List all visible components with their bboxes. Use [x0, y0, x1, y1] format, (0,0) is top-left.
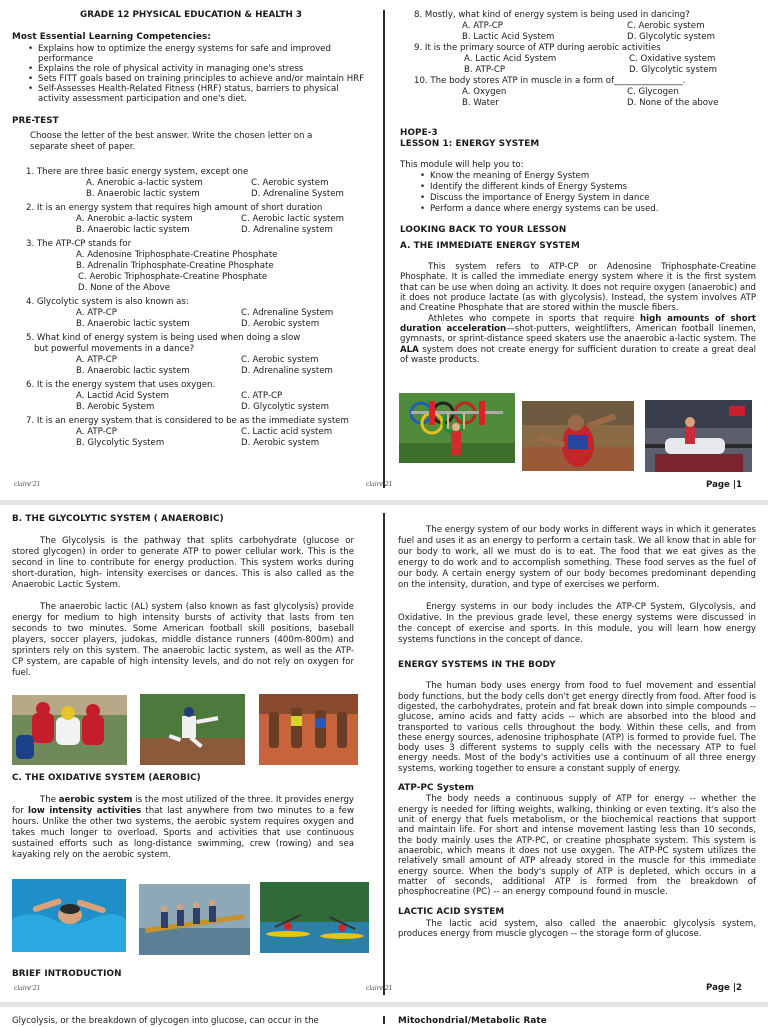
question — [26, 416, 370, 449]
page-3 — [0, 1008, 768, 1024]
choice-c: C. Adrenaline System — [241, 307, 334, 318]
football-photo — [12, 695, 127, 765]
section-b-paragraph-2: The anaerobic lactic (AL) system (also known as fast glycolysis) provide energy for medium to high intensity bursts of activity that lasts from ten seconds to two minutes. Some American football skill positions, baseball players, soccer players, judokas, middle distance runners (400m-800m) and sprinters rely on this system. The anaerobic lactic system, as well as the ATP-CP system, are capable of high intensity levels, and do not rely on oxygen for fuel. — [12, 602, 354, 679]
lesson-title: LESSON 1: ENERGY SYSTEM — [400, 139, 540, 150]
choice-c: C. Oxidative system — [629, 54, 716, 64]
section-c-paragraph: The aerobic system is the most utilized of the three. It provides energy for low intensity activities that last anywhere from two minutes to a few hours. Unlike the other two systems, the aerobic system requires oxygen and takes much longer to overload. Sports and activities that use continuous sustained efforts such as long-distance swimming, crew (rowing) and sea kayaking rely on the aerobic system. — [12, 795, 354, 861]
choice-a: A. Adenosine Triphosphate-Creatine Phosphate — [76, 249, 278, 260]
objective-item: • Discuss the importance of Energy System in dance — [418, 193, 756, 204]
choice-b: B. Adrenalin Triphosphate-Creatine Phosphate — [76, 260, 274, 271]
section-c-heading: C. THE OXIDATIVE SYSTEM (AEROBIC) — [12, 773, 201, 783]
choice-d: D. Adrenaline system — [241, 365, 333, 376]
energy-systems-heading: ENERGY SYSTEMS IN THE BODY — [398, 660, 556, 670]
objective-item: • Perform a dance where energy systems can be used. — [418, 204, 756, 215]
shotput-photo — [522, 401, 634, 471]
atppc-heading: ATP-PC System — [398, 783, 474, 794]
page3-left-text: Glycolysis, or the breakdown of glycogen into glucose, can occur in the — [12, 1016, 319, 1026]
choice-d: D. Aerobic system — [241, 437, 320, 448]
choice-b: B. Glycolytic System — [76, 437, 165, 448]
choice-c: C. Aerobic system — [241, 354, 319, 365]
choice-d: D. None of the above — [627, 98, 719, 108]
choice-a: A. Lactid Acid System — [76, 390, 169, 401]
section-a-heading: A. THE IMMEDIATE ENERGY SYSTEM — [400, 240, 580, 251]
page-2 — [0, 505, 768, 1002]
page2-right-column — [398, 525, 756, 939]
footer-signature: claire'21 — [14, 985, 41, 992]
lactic-acid-paragraph: The lactic acid system, also called the anaerobic glycolysis system, produces energy from muscle glycogen -- the storage form of glucose. — [398, 918, 756, 939]
choice-b: B. ATP-CP — [464, 65, 506, 75]
pretest-heading: PRE-TEST — [12, 116, 59, 127]
question — [414, 76, 756, 109]
swimmer-photo — [12, 879, 126, 952]
choice-d: D. Glycolytic system — [629, 65, 717, 75]
choice-c: C. Lactic acid system — [241, 426, 333, 437]
choice-c: C. Aerobic Triphosphate-Creatine Phosphate — [78, 271, 268, 282]
question-text: 5. What kind of energy system is being used when doing a slow — [26, 332, 301, 343]
choice-c: C. Aerobic system — [251, 177, 329, 188]
choice-a: A. ATP-CP — [76, 426, 117, 437]
document-title: GRADE 12 PHYSICAL EDUCATION & HEALTH 3 — [79, 10, 303, 20]
section-b-heading: B. THE GLYCOLYTIC SYSTEM ( ANAEROBIC) — [12, 514, 224, 524]
page-number: Page |2 — [706, 983, 742, 993]
choice-d: D. Glycolytic system — [627, 32, 715, 42]
question — [26, 333, 370, 377]
question-text: 9. It is the primary source of ATP during aerobic activities — [414, 43, 661, 53]
question — [26, 203, 370, 236]
melc-heading: Most Essential Learning Competencies: — [12, 32, 212, 43]
pretest-questions — [12, 167, 370, 449]
intro-paragraph: The energy system of our body works in different ways in which it generates fuel and uses it as an energy to perform a certain task. We all know that in able for our body to work, all we must do is to eat. The food that we eat gives as the energy to do work and to accomplish something. These food serves as the fuel of our body. A certain energy system of our body becomes predominant depending on the intensity, duration, and type of exercises we perform. — [398, 525, 756, 590]
pretest-questions-cont — [400, 10, 756, 109]
question — [414, 10, 756, 43]
page-separator — [0, 1002, 768, 1007]
page2-left-column — [12, 514, 354, 679]
choice-d: D. Glycolytic system — [241, 401, 329, 412]
choice-b: B. Anaerobic lactic system — [76, 365, 190, 376]
brief-intro-heading: BRIEF INTRODUCTION — [12, 969, 122, 979]
footer-signature: claire'21 — [366, 985, 393, 992]
runners-photo — [259, 694, 358, 765]
choice-b: B. Anaerobic lactic system — [86, 188, 200, 199]
objective-item: • Identify the different kinds of Energy Systems — [418, 182, 756, 193]
kayak-photo — [260, 882, 369, 953]
question — [26, 167, 370, 200]
choice-d: D. Adrenaline System — [251, 188, 344, 199]
choice-c: C. ATP-CP — [241, 390, 283, 401]
pretest-instructions: Choose the letter of the best answer. Write the chosen letter on a separate sheet of paper. — [30, 130, 313, 152]
choice-d: D. Adrenaline system — [241, 224, 333, 235]
choice-a: A. Anerobic a-lactic system — [86, 177, 203, 188]
atppc-paragraph: The body needs a continuous supply of ATP for energy -- whether the energy is needed for lifting weights, walking, thinking or even texting. It's also the unit of energy that fuels metabolism, or the biochemical reactions that support and maintain life. For short and intense movement lasting less than 10 seconds, the body mainly uses the ATP-PC, or creatine phosphate system. This system is anaerobic, which means it does not use oxygen. The ATP-PC system utilizes the relatively small amount of ATP already stored in the muscle for this immediate energy source. When the body's supply of ATP is depleted, which occurs in a matter of seconds, additional ATP is formed from the breakdown of phosphocreatine (PC) -- an energy compound found in muscle. — [398, 794, 756, 898]
module-intro: This module will help you to: — [400, 159, 524, 170]
objectives-list — [400, 171, 756, 215]
objective-item: • Know the meaning of Energy System — [418, 171, 756, 182]
question-text: 4. Glycolytic system is also known as: — [26, 296, 189, 307]
melc-item: • Explains how to optimize the energy systems for safe and improved performance — [26, 44, 370, 64]
page1-left-column — [12, 10, 370, 449]
question-text: 8. Mostly, what kind of energy system is being used in dancing? — [414, 10, 690, 20]
weightlifter-photo — [399, 393, 515, 463]
column-divider — [383, 513, 385, 995]
section-a-paragraph: This system refers to ATP-CP or Adenosine Triphosphate-Creatine Phosphate. It is called the immediate energy system where it is the first system that can be use when doing an activity. It does not require oxygen (anaerobic) and it does not produce lactate (as with glycolysis). Instead, the system involves ATP and Creatine Phosphate that are stored within the muscle fibers. — [400, 262, 756, 314]
melc-list — [12, 44, 370, 105]
choice-a: A. ATP-CP — [462, 21, 503, 31]
section-a-paragraph-2: Athletes who compete in sports that require high amounts of short duration acceleration—shot-putters, weightlifters, American football linemen, gymnasts, or sprint-distance speed skaters use the anaerobic a-lactic system. The ALA system does not create energy for sufficient duration to create a great deal of waste products. — [400, 313, 757, 365]
choice-b: B. Aerobic System — [76, 401, 155, 412]
question — [26, 380, 370, 413]
footer-signature: claire'21 — [366, 481, 393, 488]
gymnast-photo — [645, 400, 752, 472]
column-divider — [383, 1016, 385, 1024]
question-text: 10. The body stores ATP in muscle in a form of________________. — [414, 76, 686, 86]
choice-b: B. Anaerobic lactic system — [76, 224, 190, 235]
choice-a: A. ATP-CP — [76, 354, 117, 365]
question-text: 3. The ATP-CP stands for — [26, 238, 132, 249]
question-text: 1. There are three basic energy system, except one — [26, 166, 249, 177]
intro-paragraph-2: Energy systems in our body includes the ATP-CP System, Glycolysis, and Oxidative. In the previous grade level, these energy systems were discussed in the concept of exercise and sports. In this module, you will learn how energy systems functions in the concept of dance. — [398, 602, 756, 645]
choice-b: B. Lactic Acid System — [462, 32, 555, 42]
melc-item: • Explains the role of physical activity in managing one's stress — [26, 64, 370, 74]
question-text: 7. It is an energy system that is considered to be as the immediate system — [26, 415, 349, 426]
choice-d: D. None of the Above — [78, 282, 171, 293]
column-divider — [383, 10, 385, 488]
choice-d: D. Aerobic system — [241, 318, 320, 329]
question — [26, 297, 370, 330]
melc-item: • Self-Assesses Health-Related Fitness (HRF) status, barriers to physical activity assessment participation and one's diet. — [26, 84, 370, 104]
choice-c: C. Aerobic system — [627, 21, 705, 31]
rowing-photo — [139, 884, 250, 955]
melc-item: • Sets FITT goals based on training principles to achieve and/or maintain HRF — [26, 74, 370, 84]
baseball-photo — [140, 694, 245, 765]
choice-c: C. Glycogen — [627, 87, 679, 97]
choice-a: A. Oxygen — [462, 87, 507, 97]
choice-a: A. Anerobic a-lactic system — [76, 213, 193, 224]
choice-b: B. Water — [462, 98, 499, 108]
lactic-acid-heading: LACTIC ACID SYSTEM — [398, 907, 505, 918]
looking-back-heading: LOOKING BACK TO YOUR LESSON — [400, 224, 567, 235]
course-code: HOPE-3 — [400, 128, 438, 138]
question-text-cont: but powerful movements in a dance? — [34, 343, 195, 354]
question-text: 6. It is the energy system that uses oxygen. — [26, 379, 216, 390]
section-b-paragraph: The Glycolysis is the pathway that splits carbohydrate (glucose or stored glycogen) in order to generate ATP to power cellular work. This is the second in line to contribute for energy production. This system works during short-duration, high- intensity exercises or dances. This is also called as the Anaerobic Lactic System. — [12, 536, 354, 591]
page2-left-column-b — [12, 773, 354, 861]
choice-c: C. Aerobic lactic system — [241, 213, 345, 224]
choice-b: B. Anaerobic lactic system — [76, 318, 190, 329]
page-number: Page |1 — [706, 480, 742, 490]
question — [26, 239, 370, 294]
choice-a: A. ATP-CP — [76, 307, 117, 318]
footer-signature: claire'21 — [14, 481, 41, 488]
metabolic-rate-heading: Mitochondrial/Metabolic Rate — [398, 1016, 547, 1026]
question-text: 2. It is an energy system that requires high amount of short duration — [26, 202, 323, 213]
page1-right-column — [400, 10, 756, 365]
choice-a: A. Lactic Acid System — [464, 54, 557, 64]
question — [414, 43, 756, 76]
page-1 — [0, 0, 768, 500]
energy-systems-paragraph: The human body uses energy from food to fuel movement and essential body functions, but the body cells don't get energy directly from food. After food is digested, the carbohydrates, protein and fat break down into simple compounds -- glucose, amino acids and fatty acids -- which are absorbed into the blood and transported to various cells throughout the body. Within these cells, and from these energy sources, adenosine triphosphate (ATP) is formed to provide fuel. The body uses 3 different systems to supply cells with the necessary ATP to fuel energy needs. Most of the body's activities use a continuum of all three energy systems, working together to ensure a constant supply of energy. — [398, 681, 756, 774]
